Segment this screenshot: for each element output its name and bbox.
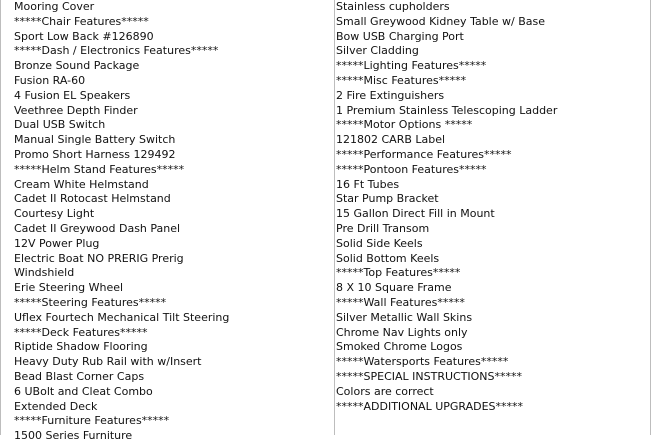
feature-item: Cream White Helmstand bbox=[14, 177, 149, 191]
feature-item: 121802 CARB Label bbox=[336, 133, 446, 147]
feature-item: 4 Fusion EL Speakers bbox=[14, 88, 131, 102]
left-feature-list bbox=[14, 0, 229, 444]
feature-item: *****Pontoon Features***** bbox=[336, 162, 487, 176]
feature-item: Smoked Chrome Logos bbox=[336, 340, 463, 354]
feature-item: Cadet II Greywood Dash Panel bbox=[14, 221, 181, 235]
feature-item: Cadet II Rotocast Helmstand bbox=[14, 192, 171, 206]
feature-item: *****Steering Features***** bbox=[14, 295, 167, 309]
feature-item: Silver Cladding bbox=[336, 44, 419, 58]
feature-item: Bow USB Charging Port bbox=[336, 29, 464, 43]
feature-item: Chrome Nav Lights only bbox=[336, 325, 468, 339]
feature-item: Extended Deck bbox=[14, 399, 98, 413]
feature-item: Veethree Depth Finder bbox=[14, 103, 138, 117]
feature-item: Erie Steering Wheel bbox=[14, 281, 124, 295]
feature-item: 16 Ft Tubes bbox=[336, 177, 400, 191]
feature-item: Windshield bbox=[14, 266, 75, 280]
feature-item: Heavy Duty Rub Rail with w/Insert bbox=[14, 355, 202, 369]
feature-item: *****Dash / Electronics Features***** bbox=[14, 44, 219, 58]
feature-item: Small Greywood Kidney Table w/ Base bbox=[336, 14, 545, 28]
feature-item: 8 X 10 Square Frame bbox=[336, 281, 452, 295]
feature-item: Star Pump Bracket bbox=[336, 192, 439, 206]
feature-item: Sport Low Back #126890 bbox=[14, 29, 154, 43]
feature-item: 1500 Series Furniture bbox=[14, 429, 133, 443]
feature-item: *****Top Features***** bbox=[336, 266, 461, 280]
feature-item: Bead Blast Corner Caps bbox=[14, 369, 145, 383]
feature-item: Courtesy Light bbox=[14, 207, 95, 221]
right-feature-column bbox=[335, 0, 651, 435]
feature-item: *****SPECIAL INSTRUCTIONS***** bbox=[336, 369, 523, 383]
feature-item: 2 Fire Extinguishers bbox=[336, 88, 445, 102]
feature-item: Solid Side Keels bbox=[336, 236, 423, 250]
feature-item: 1 Premium Stainless Telescoping Ladder bbox=[336, 103, 558, 117]
feature-item: Electric Boat NO PRERIG Prerig bbox=[14, 251, 184, 265]
feature-item: *****Performance Features***** bbox=[336, 147, 512, 161]
feature-item: Fusion RA-60 bbox=[14, 73, 86, 87]
feature-item: Silver Metallic Wall Skins bbox=[336, 310, 473, 324]
right-feature-list bbox=[336, 0, 557, 414]
feature-item: Uflex Fourtech Mechanical Tilt Steering bbox=[14, 310, 230, 324]
feature-item: Colors are correct bbox=[336, 384, 434, 398]
feature-item: 6 UBolt and Cleat Combo bbox=[14, 384, 153, 398]
feature-item: *****Watersports Features***** bbox=[336, 355, 509, 369]
feature-item: *****ADDITIONAL UPGRADES***** bbox=[336, 399, 524, 413]
feature-item: Riptide Shadow Flooring bbox=[14, 340, 148, 354]
feature-item: *****Furniture Features***** bbox=[14, 414, 170, 428]
feature-item: Mooring Cover bbox=[14, 0, 95, 13]
feature-item: 12V Power Plug bbox=[14, 236, 100, 250]
feature-item: *****Motor Options ***** bbox=[336, 118, 473, 132]
feature-item: Bronze Sound Package bbox=[14, 59, 140, 73]
feature-item: *****Misc Features***** bbox=[336, 73, 467, 87]
feature-item: *****Wall Features***** bbox=[336, 295, 465, 309]
feature-item: 15 Gallon Direct Fill in Mount bbox=[336, 207, 495, 221]
feature-item: Manual Single Battery Switch bbox=[14, 133, 176, 147]
feature-item: Solid Bottom Keels bbox=[336, 251, 440, 265]
feature-item: Promo Short Harness 129492 bbox=[14, 147, 176, 161]
feature-item: *****Deck Features***** bbox=[14, 325, 148, 339]
feature-item: *****Chair Features***** bbox=[14, 14, 149, 28]
feature-item: Pre Drill Transom bbox=[336, 221, 430, 235]
feature-item: Stainless cupholders bbox=[336, 0, 450, 13]
feature-item: Dual USB Switch bbox=[14, 118, 106, 132]
feature-item: *****Lighting Features***** bbox=[336, 59, 487, 73]
feature-item: *****Helm Stand Features***** bbox=[14, 162, 185, 176]
